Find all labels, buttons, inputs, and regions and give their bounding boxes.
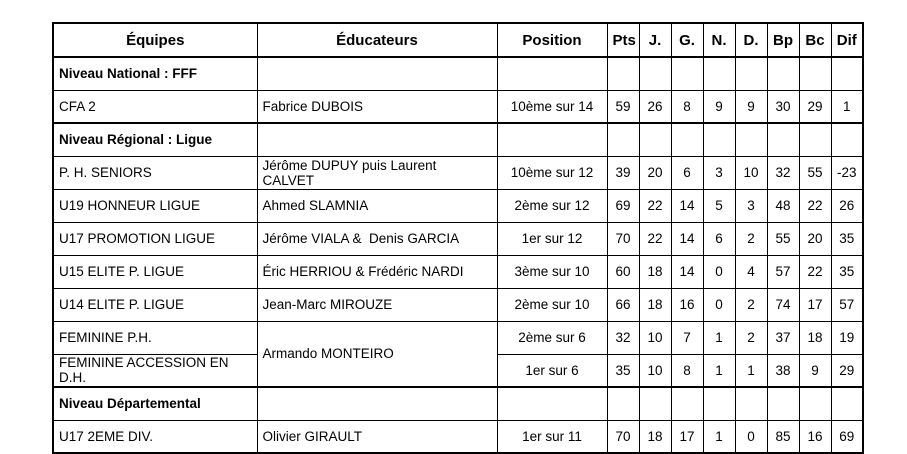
section-label: Niveau Régional : Ligue [53, 123, 257, 156]
stat-cell-bc: 22 [799, 255, 831, 288]
column-header-bc: Bc [799, 23, 831, 57]
section-row-regional [53, 123, 863, 156]
team-name-cell: U15 ELITE P. LIGUE [53, 255, 257, 288]
section-label: Niveau National : FFF [53, 57, 257, 90]
stat-cell-j: 18 [639, 255, 671, 288]
empty-cell [703, 387, 735, 420]
stat-cell-d: 2 [735, 321, 767, 354]
team-name-cell: U17 2EME DIV. [53, 420, 257, 453]
column-header-j: J. [639, 23, 671, 57]
stat-cell-n: 3 [703, 156, 735, 189]
column-header-bp: Bp [767, 23, 799, 57]
empty-cell [639, 57, 671, 90]
empty-cell [671, 57, 703, 90]
empty-cell [257, 57, 497, 90]
column-header-d: D. [735, 23, 767, 57]
stat-cell-g: 14 [671, 222, 703, 255]
stat-cell-bp: 85 [767, 420, 799, 453]
stat-cell-dif: 19 [831, 321, 863, 354]
empty-cell [639, 123, 671, 156]
stat-cell-bp: 38 [767, 354, 799, 387]
stat-cell-j: 18 [639, 420, 671, 453]
empty-cell [607, 387, 639, 420]
stat-cell-pts: 32 [607, 321, 639, 354]
column-header-pts: Pts [607, 23, 639, 57]
empty-cell [671, 123, 703, 156]
position-cell: 1er sur 6 [497, 354, 607, 387]
stat-cell-n: 5 [703, 189, 735, 222]
stat-cell-pts: 66 [607, 288, 639, 321]
stat-cell-j: 22 [639, 222, 671, 255]
empty-cell [735, 123, 767, 156]
empty-cell [831, 57, 863, 90]
stat-cell-j: 10 [639, 321, 671, 354]
stat-cell-dif: 35 [831, 222, 863, 255]
section-label: Niveau Départemental [53, 387, 257, 420]
empty-cell [799, 57, 831, 90]
empty-cell [767, 123, 799, 156]
position-cell: 10ème sur 14 [497, 90, 607, 123]
stat-cell-bc: 55 [799, 156, 831, 189]
position-cell: 2ème sur 6 [497, 321, 607, 354]
team-name-cell: CFA 2 [53, 90, 257, 123]
empty-cell [831, 123, 863, 156]
column-header-equipes: Équipes [53, 23, 257, 57]
empty-cell [799, 387, 831, 420]
team-name-cell: FEMININE P.H. [53, 321, 257, 354]
stat-cell-g: 17 [671, 420, 703, 453]
empty-cell [703, 57, 735, 90]
educator-cell: Jean-Marc MIROUZE [257, 288, 497, 321]
stat-cell-bp: 30 [767, 90, 799, 123]
team-row-ph-seniors [53, 156, 863, 189]
stat-cell-d: 3 [735, 189, 767, 222]
empty-cell [257, 123, 497, 156]
educator-cell: Jérôme VIALA & Denis GARCIA [257, 222, 497, 255]
stat-cell-dif: -23 [831, 156, 863, 189]
team-row-u14-elite [53, 288, 863, 321]
empty-cell [671, 387, 703, 420]
stat-cell-bc: 16 [799, 420, 831, 453]
stat-cell-bp: 74 [767, 288, 799, 321]
stat-cell-j: 10 [639, 354, 671, 387]
stat-cell-g: 8 [671, 90, 703, 123]
empty-cell [639, 387, 671, 420]
stat-cell-pts: 70 [607, 420, 639, 453]
stat-cell-pts: 59 [607, 90, 639, 123]
position-cell: 10ème sur 12 [497, 156, 607, 189]
team-row-cfa2 [53, 90, 863, 123]
stat-cell-g: 14 [671, 255, 703, 288]
stat-cell-bc: 18 [799, 321, 831, 354]
stat-cell-bc: 9 [799, 354, 831, 387]
stat-cell-d: 0 [735, 420, 767, 453]
stat-cell-g: 8 [671, 354, 703, 387]
stat-cell-g: 16 [671, 288, 703, 321]
stat-cell-n: 6 [703, 222, 735, 255]
empty-cell [497, 123, 607, 156]
stat-cell-bp: 48 [767, 189, 799, 222]
stat-cell-bp: 37 [767, 321, 799, 354]
position-cell: 2ème sur 10 [497, 288, 607, 321]
empty-cell [735, 387, 767, 420]
stat-cell-n: 9 [703, 90, 735, 123]
stat-cell-j: 20 [639, 156, 671, 189]
column-header-educateurs: Éducateurs [257, 23, 497, 57]
stat-cell-d: 4 [735, 255, 767, 288]
stat-cell-j: 26 [639, 90, 671, 123]
educator-cell: Olivier GIRAULT [257, 420, 497, 453]
results-table [52, 22, 864, 454]
stat-cell-dif: 29 [831, 354, 863, 387]
stat-cell-bc: 22 [799, 189, 831, 222]
stat-cell-n: 1 [703, 321, 735, 354]
empty-cell [831, 387, 863, 420]
stat-cell-pts: 70 [607, 222, 639, 255]
empty-cell [703, 123, 735, 156]
stat-cell-g: 14 [671, 189, 703, 222]
stat-cell-bc: 17 [799, 288, 831, 321]
stat-cell-n: 0 [703, 288, 735, 321]
stat-cell-pts: 60 [607, 255, 639, 288]
team-row-u17-promotion [53, 222, 863, 255]
stat-cell-bp: 32 [767, 156, 799, 189]
section-row-national [53, 57, 863, 90]
team-name-cell: U19 HONNEUR LIGUE [53, 189, 257, 222]
team-row-u19-honneur [53, 189, 863, 222]
stat-cell-dif: 35 [831, 255, 863, 288]
stat-cell-d: 9 [735, 90, 767, 123]
stat-cell-n: 1 [703, 354, 735, 387]
stat-cell-n: 0 [703, 255, 735, 288]
empty-cell [257, 387, 497, 420]
stat-cell-j: 18 [639, 288, 671, 321]
team-row-u17-2eme-div [53, 420, 863, 453]
team-name-cell: U14 ELITE P. LIGUE [53, 288, 257, 321]
team-row-feminine-ph [53, 321, 863, 354]
column-header-n: N. [703, 23, 735, 57]
header-row [53, 23, 863, 57]
empty-cell [767, 57, 799, 90]
empty-cell [607, 123, 639, 156]
team-name-cell: FEMININE ACCESSION EN D.H. [53, 354, 257, 387]
empty-cell [607, 57, 639, 90]
stat-cell-d: 2 [735, 222, 767, 255]
team-name-cell: U17 PROMOTION LIGUE [53, 222, 257, 255]
stat-cell-pts: 69 [607, 189, 639, 222]
position-cell: 1er sur 12 [497, 222, 607, 255]
position-cell: 2ème sur 12 [497, 189, 607, 222]
section-row-departemental [53, 387, 863, 420]
empty-cell [497, 387, 607, 420]
stat-cell-bc: 20 [799, 222, 831, 255]
stat-cell-j: 22 [639, 189, 671, 222]
educator-cell: Ahmed SLAMNIA [257, 189, 497, 222]
stat-cell-n: 1 [703, 420, 735, 453]
position-cell: 1er sur 11 [497, 420, 607, 453]
column-header-g: G. [671, 23, 703, 57]
position-cell: 3ème sur 10 [497, 255, 607, 288]
stat-cell-pts: 35 [607, 354, 639, 387]
educator-cell: Éric HERRIOU & Frédéric NARDI [257, 255, 497, 288]
stat-cell-d: 1 [735, 354, 767, 387]
stat-cell-bc: 29 [799, 90, 831, 123]
stat-cell-d: 2 [735, 288, 767, 321]
empty-cell [735, 57, 767, 90]
column-header-position: Position [497, 23, 607, 57]
stat-cell-bp: 57 [767, 255, 799, 288]
stat-cell-dif: 26 [831, 189, 863, 222]
stat-cell-pts: 39 [607, 156, 639, 189]
stat-cell-dif: 1 [831, 90, 863, 123]
educator-cell-merged: Armando MONTEIRO [257, 321, 497, 387]
team-name-cell: P. H. SENIORS [53, 156, 257, 189]
team-row-u15-elite [53, 255, 863, 288]
column-header-dif: Dif [831, 23, 863, 57]
stat-cell-g: 7 [671, 321, 703, 354]
stat-cell-d: 10 [735, 156, 767, 189]
educator-cell: Fabrice DUBOIS [257, 90, 497, 123]
educator-cell: Jérôme DUPUY puis Laurent CALVET [257, 156, 497, 189]
stat-cell-dif: 57 [831, 288, 863, 321]
empty-cell [767, 387, 799, 420]
stat-cell-dif: 69 [831, 420, 863, 453]
stat-cell-bp: 55 [767, 222, 799, 255]
empty-cell [497, 57, 607, 90]
stat-cell-g: 6 [671, 156, 703, 189]
empty-cell [799, 123, 831, 156]
